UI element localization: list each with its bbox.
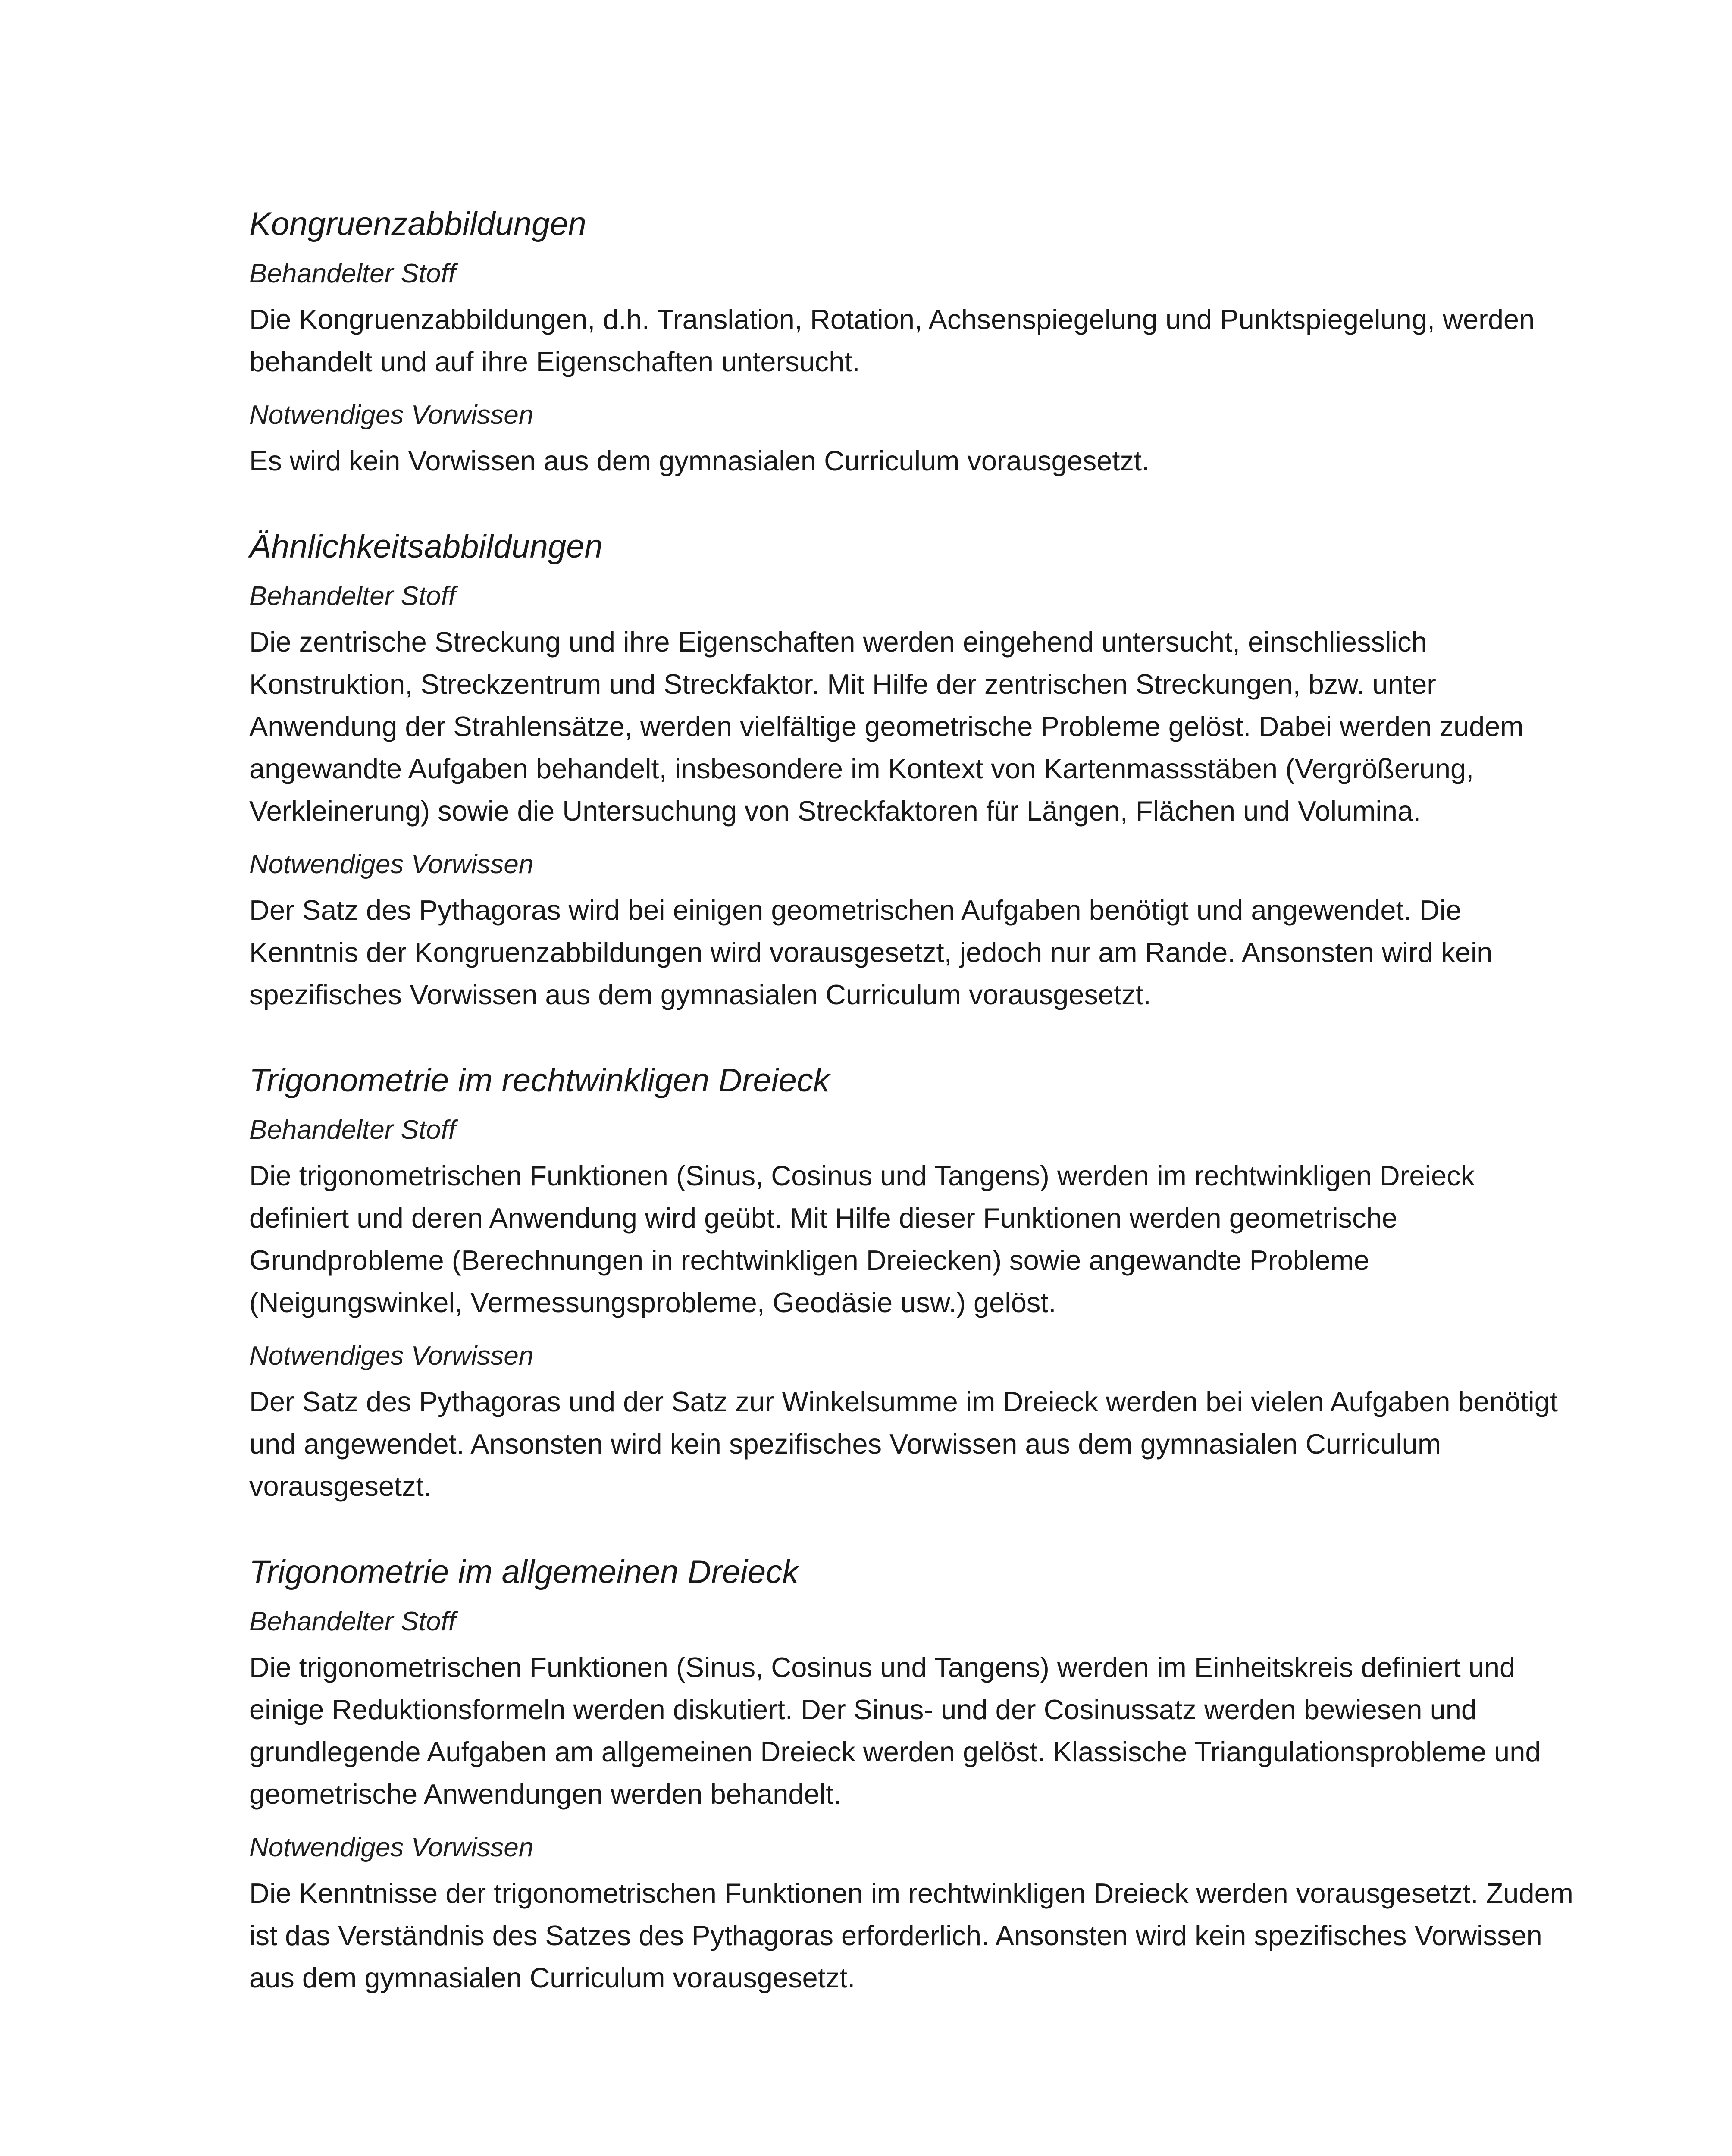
- stoff-text: Die trigonometrischen Funktionen (Sinus, Cosinus und Tangens) werden im Einheitskreis definiert und einige Reduktionsformeln werden diskutiert. Der Sinus- und der Cosinussatz werden bewiesen und grundlegende Aufgaben am allgemeinen Dreieck werden gelöst. Klassische Triangulationsprobleme und geometrische Anwendungen werden behandelt.: [249, 1651, 1541, 1810]
- vorwissen-heading: Notwendiges Vorwissen: [249, 400, 534, 430]
- section-trigonometrie-allgemein: [249, 1551, 1577, 1999]
- vorwissen-heading: Notwendiges Vorwissen: [249, 849, 534, 879]
- section-title: Trigonometrie im rechtwinkligen Dreieck: [249, 1062, 830, 1099]
- vorwissen-text: Die Kenntnisse der trigonometrischen Funktionen im rechtwinkligen Dreieck werden vorausgesetzt. Zudem ist das Verständnis des Satzes des Pythagoras erforderlich. Ansonsten wird kein spezifisches Vorwissen aus dem gymnasialen Curriculum vorausgesetzt.: [249, 1877, 1573, 1993]
- section-title: Kongruenzabbildungen: [249, 206, 586, 242]
- section-trigonometrie-rechtwinklig: [249, 1059, 1577, 1507]
- stoff-heading: Behandelter Stoff: [249, 259, 456, 288]
- section-title: Ähnlichkeitsabbildungen: [249, 528, 603, 565]
- vorwissen-text: Der Satz des Pythagoras und der Satz zur Winkelsumme im Dreieck werden bei vielen Aufgaben benötigt und angewendet. Ansonsten wird kein spezifisches Vorwissen aus dem gymnasialen Curriculum vorausgesetzt.: [249, 1386, 1558, 1502]
- stoff-heading: Behandelter Stoff: [249, 1607, 456, 1636]
- section-title: Trigonometrie im allgemeinen Dreieck: [249, 1554, 799, 1590]
- stoff-text: Die trigonometrischen Funktionen (Sinus, Cosinus und Tangens) werden im rechtwinkligen Dreieck definiert und deren Anwendung wird geübt. Mit Hilfe dieser Funktionen werden geometrische Grundprobleme (Berechnungen in rechtwinkligen Dreiecken) sowie angewandte Probleme (Neigungswinkel, Vermessungsprobleme, Geodäsie usw.) gelöst.: [249, 1160, 1475, 1318]
- page-content: [249, 203, 1577, 2042]
- section-aehnlichkeitsabbildungen: [249, 525, 1577, 1016]
- vorwissen-text: Der Satz des Pythagoras wird bei einigen geometrischen Aufgaben benötigt und angewendet. Die Kenntnis der Kongruenzabbildungen wird vorausgesetzt, jedoch nur am Rande. Ansonsten wird kein spezifisches Vorwissen aus dem gymnasialen Curriculum vorausgesetzt.: [249, 894, 1493, 1010]
- vorwissen-heading: Notwendiges Vorwissen: [249, 1341, 534, 1371]
- vorwissen-heading: Notwendiges Vorwissen: [249, 1833, 534, 1862]
- stoff-heading: Behandelter Stoff: [249, 581, 456, 611]
- stoff-heading: Behandelter Stoff: [249, 1115, 456, 1145]
- stoff-text: Die Kongruenzabbildungen, d.h. Translation, Rotation, Achsenspiegelung und Punktspiegelung, werden behandelt und auf ihre Eigenschaften untersucht.: [249, 304, 1535, 377]
- vorwissen-text: Es wird kein Vorwissen aus dem gymnasialen Curriculum vorausgesetzt.: [249, 445, 1150, 476]
- stoff-text: Die zentrische Streckung und ihre Eigenschaften werden eingehend untersucht, einschliesslich Konstruktion, Streckzentrum und Streckfaktor. Mit Hilfe der zentrischen Streckungen, bzw. unter Anwendung der Strahlensätze, werden vielfältige geometrische Probleme gelöst. Dabei werden zudem angewandte Aufgaben behandelt, insbesondere im Kontext von Kartenmassstäben (Vergrößerung, Verkleinerung) sowie die Untersuchung von Streckfaktoren für Längen, Flächen und Volumina.: [249, 626, 1524, 827]
- section-kongruenzabbildungen: [249, 203, 1577, 482]
